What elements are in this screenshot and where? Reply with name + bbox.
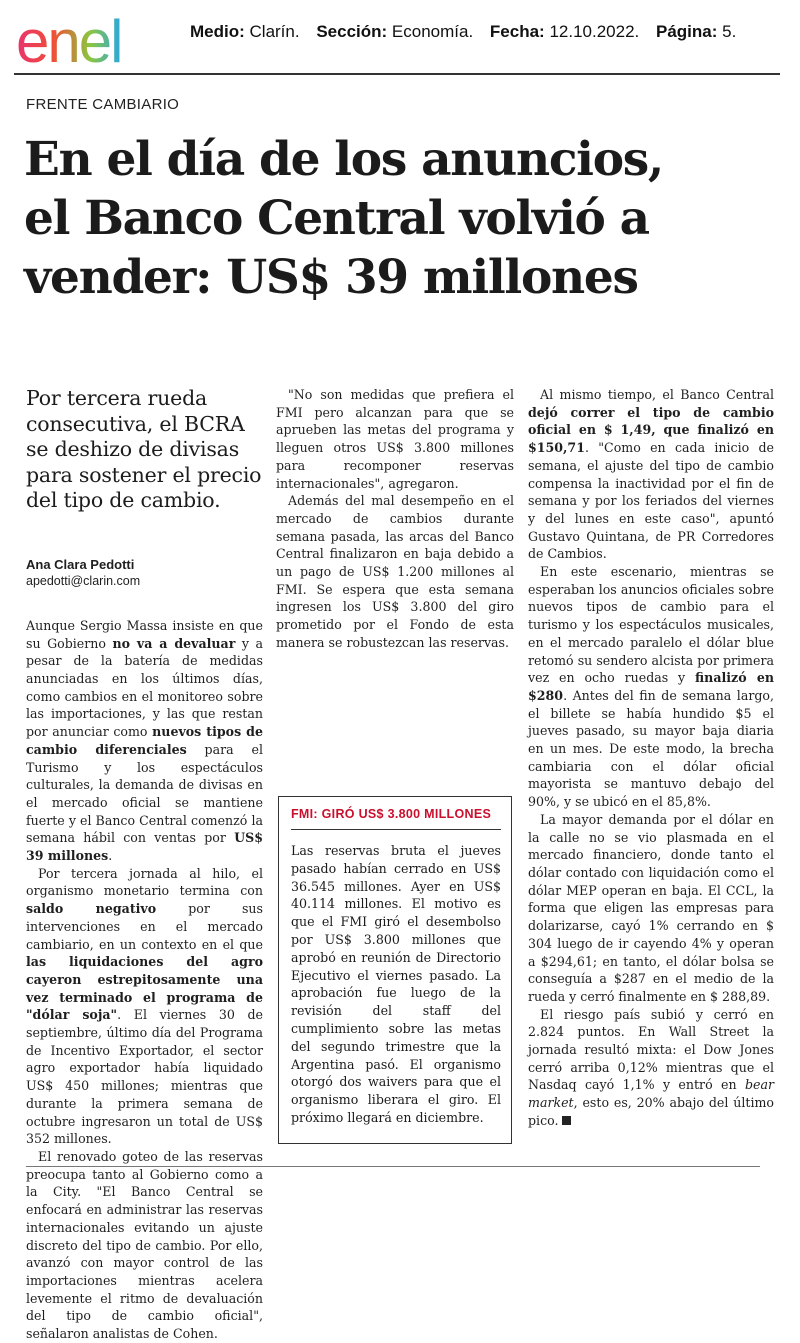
box-text: Las reservas bruta el jueves pasado habían cerrado en US$ 36.545 millones. Ayer en US$ 40.114 millones. El motivo es que el FMI giró el desembolso por US$ 3.800 millones que aprobó en reunión de Directorio Ejecutivo el viernes pasado. La aprobación fue luego de la revisión del staff del cumplimiento sobre las metas del segundo trimestre que la Argentina pasó. El organismo otorgó dos waivers para que el organismo liberara el giro. El próximo llegará en diciembre. [291,843,501,1125]
body-paragraph: "No son medidas que prefiera el FMI pero alcanzan para que se aprueben las metas del programa y lleguen otros US$ 3.800 millones para recomponer reservas internacionales", agregaron. [276,387,514,491]
body-paragraph [26,617,263,865]
bold-run: saldo negativo [26,901,157,917]
text-run: y a pesar de la batería de medidas anunciadas en los últimos días, como cambios en el monitoreo sobre las importaciones, y las que restan por anunciar como [26,635,263,740]
body-paragraph [26,865,263,1148]
column-1 [26,386,263,1343]
box-title: FMI: GIRÓ US$ 3.800 MILLONES [291,807,492,821]
body-paragraph: El renovado goteo de las reservas preocupa tanto al Gobierno como a la City. "El Banco Central se enfocará en administrar las reservas internacionales evitando un ajuste discreto del tipo de cambio. Por ello, avanzó con mayor control de las importaciones mientras acelera levemente el ritmo de devaluación del tipo de cambio oficial", señalaron analistas de Cohen. [26,1149,263,1342]
text-run: , esto es, 20% abajo del último pico. [528,1095,774,1128]
lead-paragraph: Por tercera rueda consecutiva, el BCRA se deshizo de divisas para sostener el precio del tipo de cambio. [26,386,262,512]
body-paragraph [528,386,774,563]
text-run: . [108,848,113,864]
column-2 [276,386,514,652]
pagina-value: 5. [722,22,737,41]
text-run: . "Como en cada inicio de semana, el ajuste del tipo de cambio compensa la inactividad por el fin de semana y por los feriados del viernes y del lunes en este caso", apuntó Gustavo Quintana, de PR Corredores de Cambios. [528,440,774,562]
text-run: Al mismo tiempo, el Banco Central [540,387,774,402]
text-run: por sus intervenciones en el mercado cambiario, en un contexto en el que [26,901,263,952]
headline [24,130,784,307]
medio-label: Medio: [190,22,245,41]
seccion-label: Sección: [316,22,388,41]
bold-run: las liquidaciones del agro cayeron estrepitosamente una vez terminado el programa de "dólar soja" [26,954,263,1023]
body-paragraph [528,1006,774,1130]
text-run: Por tercera jornada al hilo, el organismo monetario termina con [26,865,263,899]
body-paragraph: La mayor demanda por el dólar en la calle no se vio plasmada en el mercado financiero, donde tanto el dólar contado con liquidación como el dólar MEP operan en baja. El CCL, la forma que eligen las empresas para dolarizarse, cayó 1% cerrando en $ 304 luego de ir cayendo 4% y operan a $294,61; en tanto, el dólar bolsa se conseguía a $287 en el medio de la rueda y cerró finalmente en $ 288,89. [528,811,774,1004]
text-run: Aunque Sergio Massa insiste en que su Gobierno [26,617,263,651]
seccion-value: Economía. [391,22,474,41]
bold-run: no va a devaluar [112,635,236,651]
publication-meta [190,22,736,42]
body-paragraph [528,563,774,811]
pagina-label: Página: [656,22,718,41]
box-divider [291,829,501,830]
text-run: En este escenario, mientras se esperaban los anuncios oficiales sobre nuevos tipos de cambio para el turismo y los espectáculos musicales, en el mercado paralelo el dólar blue retomó su sendero alcista por primera vez en ocho ruedas y [528,564,774,686]
end-of-article-icon [562,1116,571,1125]
headline-line: vender: US$ 39 millones [24,250,638,305]
author-email: apedotti@clarin.com [26,574,141,589]
text-run: para el Turismo y los espectáculos culturales, la demanda de divisas en el mercado oficial se mantiene fuerte y el Banco Central comenzó la semana hábil con ventas por [26,741,263,846]
fecha-value: 12.10.2022. [549,22,640,41]
bold-run: finalizó en $280 [528,670,774,703]
bottom-divider [26,1166,760,1167]
medio-value: Clarín. [249,22,300,41]
text-run: . El viernes 30 de septiembre, último día del Programa de Incentivo Exportador, el sector agro exportador había liquidado US$ 450 millones; mientras que durante la primera semana de octubre ingresaron un total de US$ 352 millones. [26,1007,264,1147]
text-run: El riesgo país subió y cerró en 2.824 puntos. En Wall Street la jornada resultó mixta: el Dow Jones cerró arriba 0,12% mientras que el Nasdaq cayó 1,1% y entró en [528,1006,774,1093]
sidebar-box [278,796,512,1144]
fecha-label: Fecha: [489,22,545,41]
text-run: . Antes del fin de semana largo, el billete se había hundido $5 el jueves pasado, su mayor baja diaria en un mes. De este modo, la brecha cambiaria con el dólar oficial mayorista se mantuvo debajo del 90%, y se ubicó en el 85,8%. [528,687,774,810]
section-label: FRENTE CAMBIARIO [26,96,180,113]
headline-line: el Banco Central volvió a [24,191,649,246]
author-name: Ana Clara Pedotti [26,556,135,572]
enel-logo [14,10,172,70]
italic-run: bear market [528,1077,774,1111]
bold-run: US$ 39 millones [26,830,263,864]
bold-run: nuevos tipos de cambio diferenciales [26,724,263,757]
logo-text: enel [16,10,122,70]
column-3 [528,386,774,1130]
headline-line: En el día de los anuncios, [24,132,663,187]
header-divider [14,73,780,75]
body-paragraph: Además del mal desempeño en el mercado de cambios durante semana pasada, las arcas del Banco Central finalizaron en baja debido a un pago de US$ 1.200 millones al FMI. Se espera que esta semana ingresen los US$ 3.800 del giro prometido por el Fondo de esta manera se robustezcan las reservas. [276,493,514,650]
bold-run: dejó correr el tipo de cambio oficial en $ 1,49, que finalizó en $150,71 [528,404,774,456]
